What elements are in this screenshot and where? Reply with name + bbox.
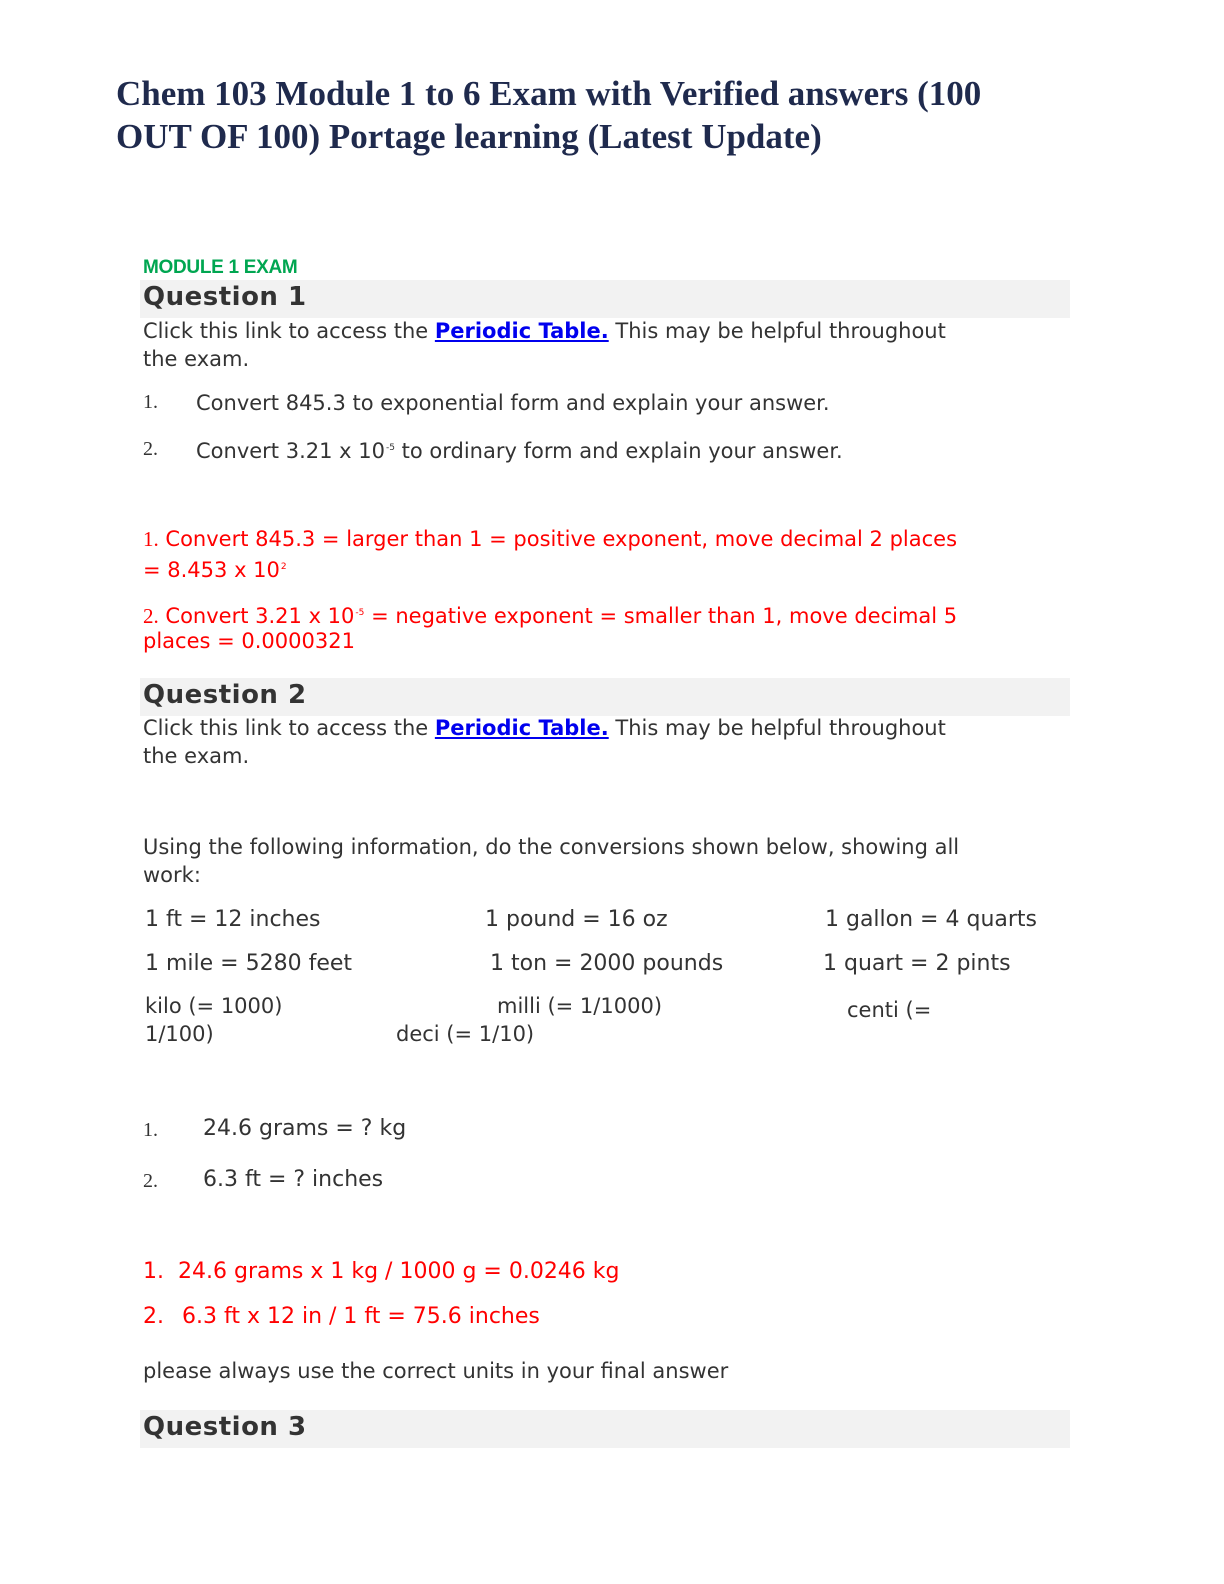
periodic-table-link[interactable]: Periodic Table. bbox=[434, 319, 609, 343]
prefix-milli: milli (= 1/1000) bbox=[497, 994, 663, 1018]
question-2-item-2-text: 6.3 ft = ? inches bbox=[203, 1167, 384, 1192]
question-1-item-2-number: 2. bbox=[143, 438, 158, 460]
conversion-ft-inches: 1 ft = 12 inches bbox=[145, 907, 321, 932]
document-title-line1: Chem 103 Module 1 to 6 Exam with Verified answers (100 bbox=[116, 74, 982, 113]
question-1-answer-2-cont: places = 0.0000321 bbox=[143, 629, 355, 653]
question-2-item-2-number: 2. bbox=[143, 1170, 158, 1192]
question-1-item-1-number: 1. bbox=[143, 391, 158, 413]
conversion-quart-pints: 1 quart = 2 pints bbox=[823, 951, 1011, 976]
question-3-heading: Question 3 bbox=[143, 1412, 307, 1442]
question-1-answer-1: 1. Convert 845.3 = larger than 1 = positive exponent, move decimal 2 places bbox=[143, 527, 958, 551]
question-1-answer-2: 2. Convert 3.21 x $10^{-5}$ = negative exponent = smaller than 1, move decimal 5 bbox=[143, 604, 958, 628]
conversion-pound-oz: 1 pound = 16 oz bbox=[485, 907, 668, 932]
document-title-line2: OUT OF 100) Portage learning (Latest Update) bbox=[116, 117, 822, 156]
conversion-mile-feet: 1 mile = 5280 feet bbox=[145, 951, 353, 976]
prefix-kilo: kilo (= 1000) bbox=[145, 994, 283, 1018]
question-2-item-1-text: 24.6 grams = ? kg bbox=[203, 1116, 407, 1141]
periodic-table-link[interactable]: Periodic Table. bbox=[434, 716, 609, 740]
prefix-centi: centi (= bbox=[847, 998, 932, 1022]
conversion-gallon-quarts: 1 gallon = 4 quarts bbox=[825, 907, 1037, 932]
units-note: please always use the correct units in your final answer bbox=[143, 1359, 729, 1383]
question-2-answer-1: 1. 24.6 grams x 1 kg / 1000 g = 0.0246 kg bbox=[143, 1259, 620, 1284]
question-1-item-1-text: Convert 845.3 to exponential form and explain your answer. bbox=[196, 391, 830, 415]
question-2-intro: Click this link to access the Periodic Table. This may be helpful throughout bbox=[143, 716, 946, 740]
question-2-answer-2: 2. 6.3 ft x 12 in / 1 ft = 75.6 inches bbox=[143, 1304, 540, 1329]
question-2-heading: Question 2 bbox=[143, 680, 307, 710]
question-2-instructions-cont: work: bbox=[143, 863, 201, 887]
question-1-intro: Click this link to access the Periodic Table. This may be helpful throughout bbox=[143, 319, 946, 343]
question-1-heading: Question 1 bbox=[143, 282, 307, 312]
question-1-answer-1-cont: = 8.453 x $10^2$ bbox=[143, 558, 287, 582]
module-label: MODULE 1 EXAM bbox=[143, 257, 298, 278]
conversion-ton-pounds: 1 ton = 2000 pounds bbox=[490, 951, 724, 976]
prefix-centi-cont: 1/100) bbox=[145, 1022, 214, 1046]
prefix-deci: deci (= 1/10) bbox=[396, 1022, 535, 1046]
question-1-intro-cont: the exam. bbox=[143, 347, 250, 371]
question-2-item-1-number: 1. bbox=[143, 1119, 158, 1141]
question-1-item-2-text: Convert 3.21 x $10^{-5}$ to ordinary form and explain your answer. bbox=[196, 439, 843, 463]
question-2-intro-cont: the exam. bbox=[143, 744, 250, 768]
question-2-instructions: Using the following information, do the conversions shown below, showing all bbox=[143, 835, 960, 859]
